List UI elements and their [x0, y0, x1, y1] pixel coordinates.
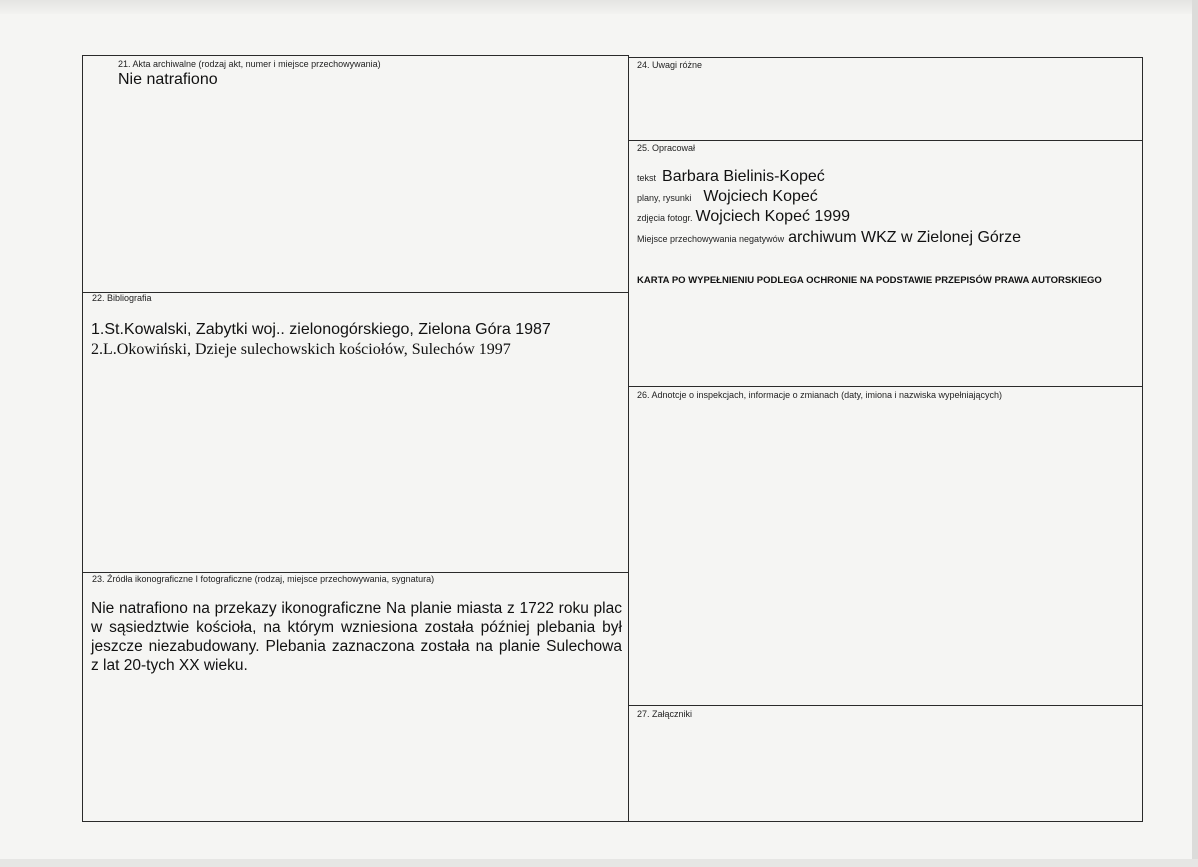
divider-25-26 [628, 386, 1143, 387]
section-21-value: Nie natrafiono [118, 71, 218, 88]
section-22-label: 22. Bibliografia [92, 293, 152, 303]
divider-22-23 [82, 572, 628, 573]
scan-bottom-edge [0, 859, 1198, 867]
divider-24-25 [628, 140, 1143, 141]
bibliography-item-2: 2.L.Okowiński, Dzieje sulechowskich kościołów, Sulechów 1997 [91, 341, 511, 358]
scan-right-edge [1192, 0, 1198, 867]
author-text-row [637, 168, 825, 186]
author-text-label: tekst [637, 173, 657, 183]
section-26-label: 26. Adnotcje o inspekcjach, informacje o zmianach (daty, imiona i nazwiska wypełniających) [637, 390, 1003, 400]
section-23-label: 23. Źródła ikonograficzne I fotograficzne (rodzaj, miejsce przechowywania, sygnatura) [92, 574, 435, 584]
frame-middle [628, 55, 629, 822]
negatives-storage-row [637, 229, 1021, 247]
author-photos-label: zdjęcia fotogr. [637, 213, 693, 223]
section-25-label: 25. Opracował [637, 143, 696, 153]
negatives-storage-value: archiwum WKZ w Zielonej Górze [788, 229, 1022, 246]
section-24-label: 24. Uwagi różne [637, 60, 703, 70]
scan-top-edge [0, 0, 1198, 14]
frame-bottom [82, 821, 1143, 822]
divider-26-27 [628, 705, 1143, 706]
section-21-label: 21. Akta archiwalne (rodzaj akt, numer i miejsce przechowywania) [118, 59, 381, 69]
frame-top-left [82, 55, 628, 56]
author-plans-row [637, 188, 818, 206]
author-plans-value: Wojciech Kopeć [703, 188, 818, 205]
frame-left [82, 55, 83, 822]
bibliography-item-1: 1.St.Kowalski, Zabytki woj.. zielonogórskiego, Zielona Góra 1987 [91, 321, 551, 338]
author-text-value: Barbara Bielinis-Kopeć [662, 168, 825, 185]
copyright-note: KARTA PO WYPEŁNIENIU PODLEGA OCHRONIE NA PODSTAWIE PRZEPISÓW PRAWA AUTORSKIEGO [637, 275, 1102, 286]
section-23-text: Nie natrafiono na przekazy ikonograficzne Na planie miasta z 1722 roku plac w sąsiedztwie kościoła, na którym wzniesiona została później plebania był jeszcze niezabudowany. Plebania zaznaczona została na planie Sulechowa z lat 20-tych XX wieku. [91, 600, 622, 674]
author-plans-label: plany, rysunki [637, 193, 692, 203]
author-photos-value: Wojciech Kopeć 1999 [695, 208, 851, 225]
divider-21-22 [82, 292, 628, 293]
section-27-label: 27. Załączniki [637, 709, 693, 719]
negatives-storage-label: Miejsce przechowywania negatywów [637, 234, 785, 244]
author-photos-row [637, 208, 850, 226]
frame-top-right [628, 57, 1143, 58]
frame-right [1142, 57, 1143, 822]
